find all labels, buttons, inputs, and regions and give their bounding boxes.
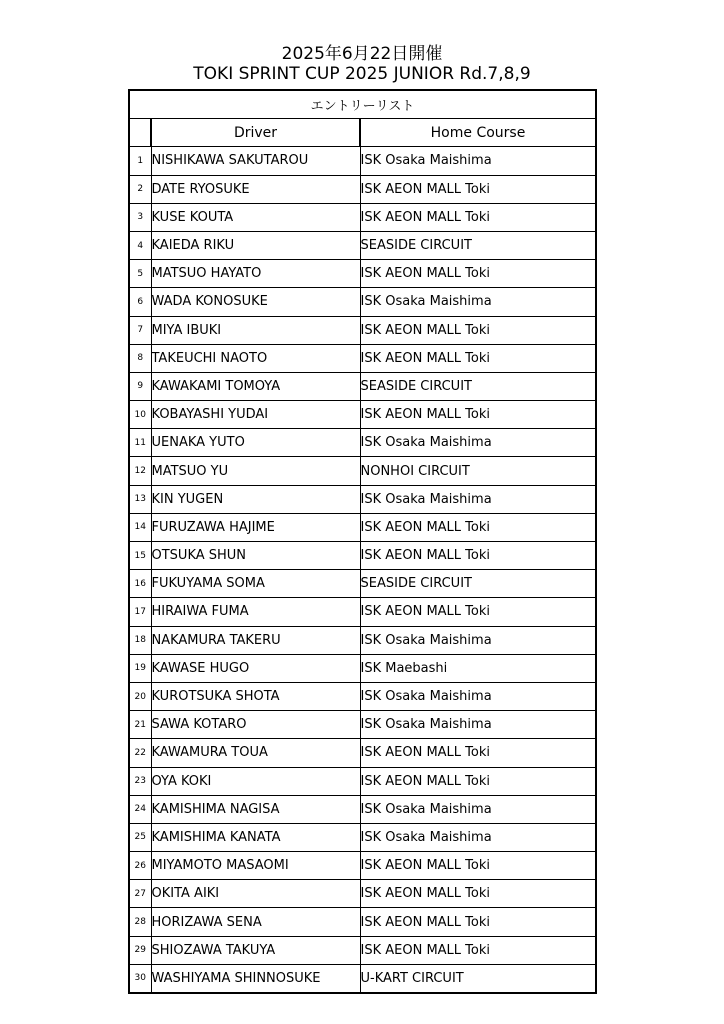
home-course: ISK AEON MALL Toki xyxy=(360,401,596,429)
home-course: ISK AEON MALL Toki xyxy=(360,542,596,570)
table-row xyxy=(129,852,596,880)
driver-name: HORIZAWA SENA xyxy=(151,908,360,936)
home-course: ISK Osaka Maishima xyxy=(360,626,596,654)
home-course: ISK AEON MALL Toki xyxy=(360,880,596,908)
entry-number: 4 xyxy=(129,231,151,259)
entry-number: 6 xyxy=(129,288,151,316)
entry-number: 1 xyxy=(129,147,151,175)
home-course: ISK Osaka Maishima xyxy=(360,429,596,457)
home-course: ISK AEON MALL Toki xyxy=(360,203,596,231)
entry-rows xyxy=(129,147,596,993)
home-course: ISK AEON MALL Toki xyxy=(360,513,596,541)
table-row xyxy=(129,203,596,231)
table-row xyxy=(129,936,596,964)
home-course: ISK AEON MALL Toki xyxy=(360,598,596,626)
entry-number: 13 xyxy=(129,485,151,513)
home-course: ISK Osaka Maishima xyxy=(360,711,596,739)
table-header-row xyxy=(129,119,596,147)
entry-number: 20 xyxy=(129,682,151,710)
driver-name: KIN YUGEN xyxy=(151,485,360,513)
entry-number: 25 xyxy=(129,823,151,851)
home-course: ISK AEON MALL Toki xyxy=(360,767,596,795)
table-row xyxy=(129,880,596,908)
entry-number: 9 xyxy=(129,372,151,400)
table-row xyxy=(129,626,596,654)
home-course: ISK AEON MALL Toki xyxy=(360,936,596,964)
table-row xyxy=(129,372,596,400)
entry-number: 10 xyxy=(129,401,151,429)
event-date-title: 2025年6月22日開催 xyxy=(281,44,443,64)
driver-name: KAWAKAMI TOMOYA xyxy=(151,372,360,400)
document-title xyxy=(0,44,724,84)
home-course: ISK Osaka Maishima xyxy=(360,485,596,513)
table-row xyxy=(129,147,596,175)
home-course: ISK Osaka Maishima xyxy=(360,288,596,316)
table-row xyxy=(129,739,596,767)
home-course: U-KART CIRCUIT xyxy=(360,964,596,993)
entry-number: 27 xyxy=(129,880,151,908)
home-course: ISK AEON MALL Toki xyxy=(360,316,596,344)
home-course: SEASIDE CIRCUIT xyxy=(360,231,596,259)
table-row xyxy=(129,344,596,372)
driver-name: KAWAMURA TOUA xyxy=(151,739,360,767)
entry-number: 3 xyxy=(129,203,151,231)
entry-number: 18 xyxy=(129,626,151,654)
home-course: ISK AEON MALL Toki xyxy=(360,852,596,880)
number-column-header xyxy=(129,119,151,147)
entry-number: 7 xyxy=(129,316,151,344)
home-course: ISK AEON MALL Toki xyxy=(360,908,596,936)
home-course: ISK AEON MALL Toki xyxy=(360,175,596,203)
entry-number: 8 xyxy=(129,344,151,372)
home-course: ISK Osaka Maishima xyxy=(360,147,596,175)
table-row xyxy=(129,401,596,429)
table-row xyxy=(129,260,596,288)
table-row xyxy=(129,767,596,795)
table-row xyxy=(129,231,596,259)
entry-number: 15 xyxy=(129,542,151,570)
entry-number: 14 xyxy=(129,513,151,541)
table-caption-row xyxy=(129,90,596,119)
driver-name: OTSUKA SHUN xyxy=(151,542,360,570)
entry-number: 19 xyxy=(129,654,151,682)
driver-name: MATSUO YU xyxy=(151,457,360,485)
driver-column-header: Driver xyxy=(151,119,360,147)
entry-number: 2 xyxy=(129,175,151,203)
entry-number: 29 xyxy=(129,936,151,964)
entry-number: 23 xyxy=(129,767,151,795)
table-row xyxy=(129,654,596,682)
home-course: ISK Maebashi xyxy=(360,654,596,682)
event-name-title: TOKI SPRINT CUP 2025 JUNIOR Rd.7,8,9 xyxy=(193,64,531,84)
table-row xyxy=(129,316,596,344)
driver-name: TAKEUCHI NAOTO xyxy=(151,344,360,372)
entry-list-caption: エントリーリスト xyxy=(129,90,596,119)
home-course: ISK Osaka Maishima xyxy=(360,682,596,710)
driver-name: FURUZAWA HAJIME xyxy=(151,513,360,541)
driver-name: OKITA AIKI xyxy=(151,880,360,908)
driver-name: KOBAYASHI YUDAI xyxy=(151,401,360,429)
entry-number: 11 xyxy=(129,429,151,457)
table-row xyxy=(129,682,596,710)
driver-name: WADA KONOSUKE xyxy=(151,288,360,316)
table-row xyxy=(129,570,596,598)
driver-name: SHIOZAWA TAKUYA xyxy=(151,936,360,964)
driver-name: OYA KOKI xyxy=(151,767,360,795)
driver-name: SAWA KOTARO xyxy=(151,711,360,739)
driver-name: KAIEDA RIKU xyxy=(151,231,360,259)
driver-name: KAMISHIMA NAGISA xyxy=(151,795,360,823)
table-row xyxy=(129,457,596,485)
home-course: NONHOI CIRCUIT xyxy=(360,457,596,485)
entry-number: 17 xyxy=(129,598,151,626)
table-row xyxy=(129,964,596,993)
home-course-column-header: Home Course xyxy=(360,119,596,147)
driver-name: UENAKA YUTO xyxy=(151,429,360,457)
driver-name: MIYAMOTO MASAOMI xyxy=(151,852,360,880)
entry-number: 12 xyxy=(129,457,151,485)
home-course: ISK Osaka Maishima xyxy=(360,823,596,851)
entry-number: 21 xyxy=(129,711,151,739)
entry-number: 22 xyxy=(129,739,151,767)
home-course: ISK Osaka Maishima xyxy=(360,795,596,823)
entry-number: 26 xyxy=(129,852,151,880)
driver-name: DATE RYOSUKE xyxy=(151,175,360,203)
table-row xyxy=(129,598,596,626)
table-row xyxy=(129,823,596,851)
table-row xyxy=(129,711,596,739)
driver-name: MATSUO HAYATO xyxy=(151,260,360,288)
driver-name: NISHIKAWA SAKUTAROU xyxy=(151,147,360,175)
table-row xyxy=(129,513,596,541)
entry-number: 30 xyxy=(129,964,151,993)
home-course: ISK AEON MALL Toki xyxy=(360,260,596,288)
driver-name: WASHIYAMA SHINNOSUKE xyxy=(151,964,360,993)
table-row xyxy=(129,288,596,316)
driver-name: HIRAIWA FUMA xyxy=(151,598,360,626)
entry-number: 24 xyxy=(129,795,151,823)
entry-number: 16 xyxy=(129,570,151,598)
home-course: SEASIDE CIRCUIT xyxy=(360,372,596,400)
table-row xyxy=(129,795,596,823)
table-row xyxy=(129,542,596,570)
entry-number: 5 xyxy=(129,260,151,288)
driver-name: MIYA IBUKI xyxy=(151,316,360,344)
home-course: SEASIDE CIRCUIT xyxy=(360,570,596,598)
home-course: ISK AEON MALL Toki xyxy=(360,739,596,767)
driver-name: KUROTSUKA SHOTA xyxy=(151,682,360,710)
table-row xyxy=(129,908,596,936)
driver-name: KAWASE HUGO xyxy=(151,654,360,682)
driver-name: NAKAMURA TAKERU xyxy=(151,626,360,654)
table-row xyxy=(129,485,596,513)
table-row xyxy=(129,175,596,203)
driver-name: FUKUYAMA SOMA xyxy=(151,570,360,598)
driver-name: KUSE KOUTA xyxy=(151,203,360,231)
entry-number: 28 xyxy=(129,908,151,936)
home-course: ISK AEON MALL Toki xyxy=(360,344,596,372)
table-row xyxy=(129,429,596,457)
driver-name: KAMISHIMA KANATA xyxy=(151,823,360,851)
entry-list-table xyxy=(128,89,597,994)
